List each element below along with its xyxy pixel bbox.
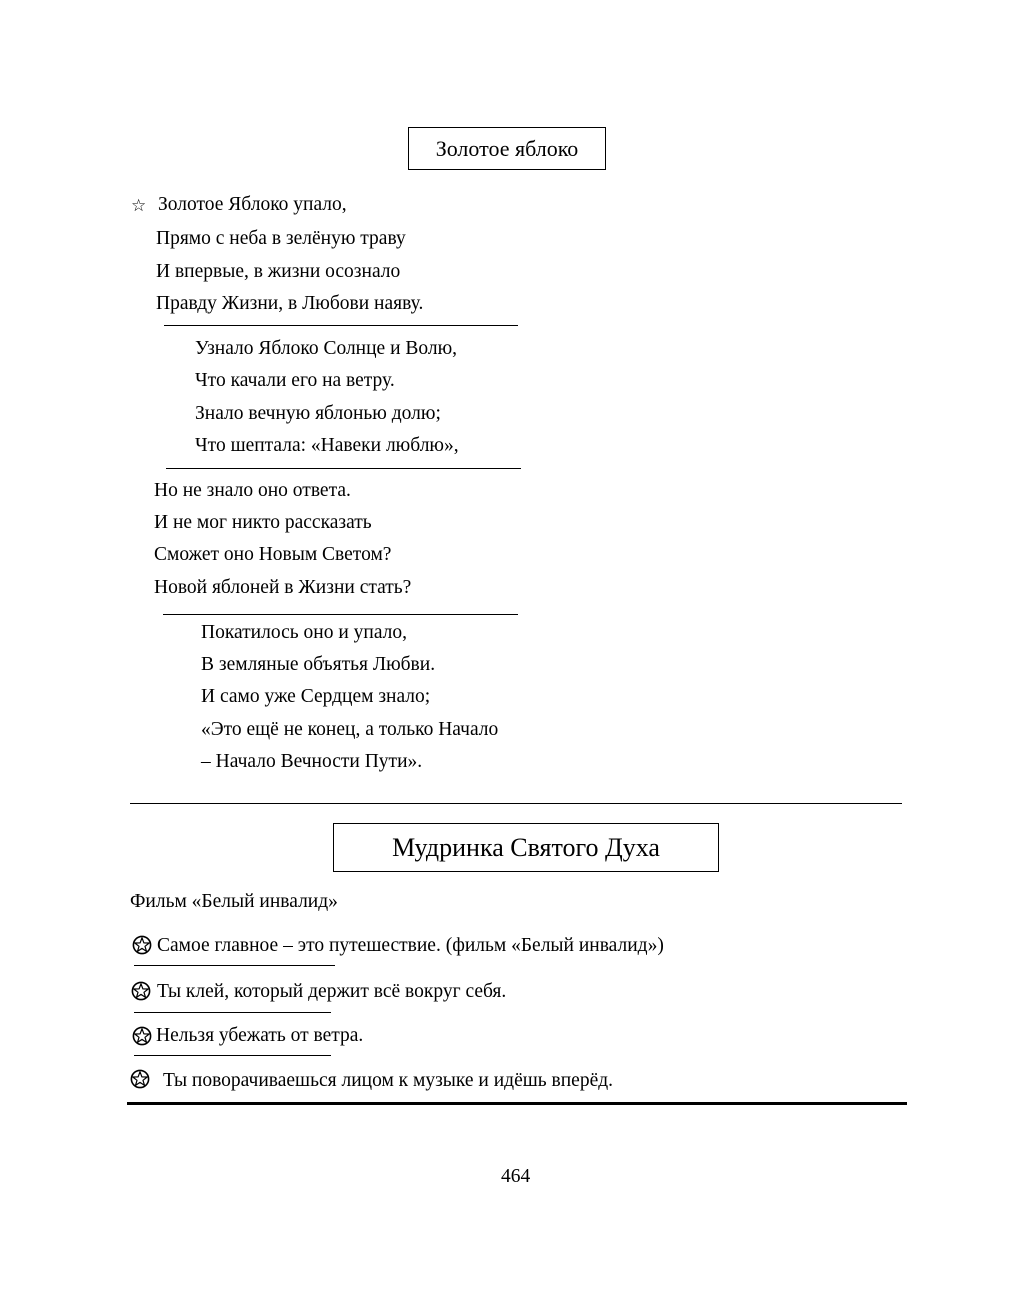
wisdom-item: Ты клей, который держит всё вокруг себя.: [157, 981, 507, 1002]
section-end-divider: [127, 1102, 907, 1105]
star-circle-icon: [132, 1026, 152, 1046]
poem-line: В земляные объятья Любви.: [201, 654, 436, 675]
wisdom-title-box: [333, 823, 719, 872]
poem-line: И впервые, в жизни осознало: [156, 261, 401, 282]
page-number: 464: [501, 1166, 531, 1187]
poem-title: Золотое яблоко: [435, 135, 579, 161]
wisdom-item: Ты поворачиваешься лицом к музыке и идёшь вперёд.: [163, 1070, 614, 1091]
poem-line: Что качали его на ветру.: [195, 370, 395, 391]
poem-line: Знало вечную яблонью долю;: [195, 403, 441, 424]
star-circle-icon: [132, 935, 152, 955]
poem-line: Узнало Яблоко Солнце и Волю,: [195, 338, 458, 359]
film-line: Фильм «Белый инвалид»: [130, 891, 338, 912]
poem-line: «Это ещё не конец, а только Начало: [201, 719, 499, 740]
poem-line: Но не знало оно ответа.: [154, 480, 351, 501]
stanza-divider: [164, 325, 518, 326]
poem-line: И само уже Сердцем знало;: [201, 686, 431, 707]
item-divider: [134, 1055, 331, 1056]
stanza-divider: [166, 468, 521, 469]
poem-line: И не мог никто рассказать: [154, 512, 372, 533]
poem-line: Правду Жизни, в Любови наяву.: [156, 293, 424, 314]
poem-line: Что шептала: «Навеки люблю»,: [195, 435, 459, 456]
item-divider: [134, 1012, 331, 1013]
star-circle-icon: [131, 981, 151, 1001]
wisdom-item: Нельзя убежать от ветра.: [156, 1025, 364, 1046]
item-divider: [134, 965, 335, 966]
wisdom-item: Самое главное – это путешествие. (фильм «Белый инвалид»): [157, 935, 664, 956]
poem-line: Сможет оно Новым Светом?: [154, 544, 392, 565]
stanza-divider: [163, 614, 518, 615]
poem-line: Золотое Яблоко упало,: [158, 194, 347, 215]
star-circle-icon: [130, 1069, 150, 1089]
poem-line: Прямо с неба в зелёную траву: [156, 228, 406, 249]
star-icon: ☆: [131, 196, 147, 215]
section-divider: [130, 803, 902, 804]
poem-line: – Начало Вечности Пути».: [201, 751, 423, 772]
wisdom-title: Мудринка Святого Духа: [392, 832, 660, 862]
poem-title-box: [408, 127, 606, 170]
poem-line: Покатилось оно и упало,: [201, 622, 407, 643]
poem-line: Новой яблоней в Жизни стать?: [154, 577, 412, 598]
